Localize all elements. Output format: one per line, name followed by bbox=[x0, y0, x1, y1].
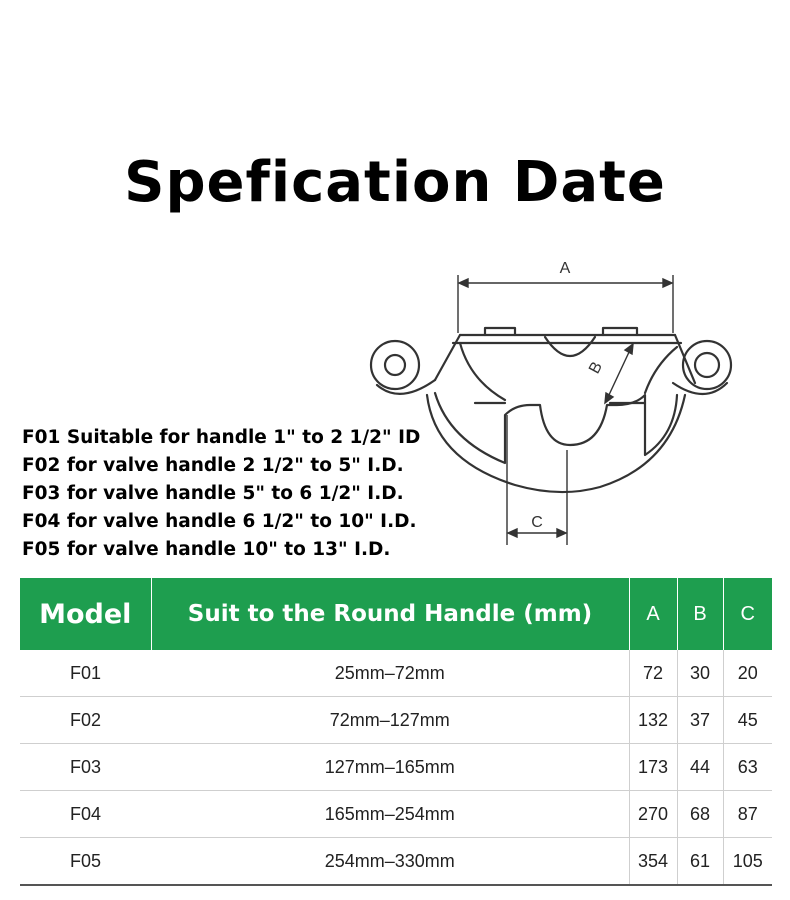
cell-range: 254mm–330mm bbox=[151, 838, 629, 886]
note-line: F04 for valve handle 6 1/2" to 10" I.D. bbox=[22, 511, 417, 532]
cell-model: F05 bbox=[20, 838, 151, 886]
cell-b: 44 bbox=[677, 744, 723, 791]
note-line: F03 for valve handle 5" to 6 1/2" I.D. bbox=[22, 483, 404, 504]
table-row bbox=[20, 838, 772, 886]
cell-a: 173 bbox=[629, 744, 677, 791]
page-title: Spefication Date bbox=[124, 150, 666, 215]
cell-a: 270 bbox=[629, 791, 677, 838]
header-c: C bbox=[723, 578, 772, 650]
table-row bbox=[20, 650, 772, 697]
cell-c: 63 bbox=[723, 744, 772, 791]
header-model: Model bbox=[20, 578, 151, 650]
cell-range: 127mm–165mm bbox=[151, 744, 629, 791]
dimension-a-label: A bbox=[559, 260, 571, 277]
table-row bbox=[20, 791, 772, 838]
cell-a: 72 bbox=[629, 650, 677, 697]
model-notes bbox=[22, 424, 492, 564]
cell-c: 20 bbox=[723, 650, 772, 697]
cell-b: 61 bbox=[677, 838, 723, 886]
note-line: F02 for valve handle 2 1/2" to 5" I.D. bbox=[22, 455, 404, 476]
cell-range: 165mm–254mm bbox=[151, 791, 629, 838]
table-row bbox=[20, 744, 772, 791]
cell-b: 30 bbox=[677, 650, 723, 697]
dimension-c-label: C bbox=[531, 514, 543, 531]
cell-model: F04 bbox=[20, 791, 151, 838]
spec-table bbox=[20, 578, 772, 886]
cell-model: F02 bbox=[20, 697, 151, 744]
table-row bbox=[20, 697, 772, 744]
note-line: F05 for valve handle 10" to 13" I.D. bbox=[22, 539, 391, 560]
cell-c: 105 bbox=[723, 838, 772, 886]
cell-c: 87 bbox=[723, 791, 772, 838]
header-suit: Suit to the Round Handle (mm) bbox=[151, 578, 629, 650]
cell-model: F01 bbox=[20, 650, 151, 697]
cell-a: 132 bbox=[629, 697, 677, 744]
cell-b: 37 bbox=[677, 697, 723, 744]
header-b: B bbox=[677, 578, 723, 650]
cell-c: 45 bbox=[723, 697, 772, 744]
cell-a: 354 bbox=[629, 838, 677, 886]
dimension-b-label: B bbox=[586, 359, 607, 377]
cell-b: 68 bbox=[677, 791, 723, 838]
note-line: F01 Suitable for handle 1" to 2 1/2" ID bbox=[22, 427, 421, 448]
header-a: A bbox=[629, 578, 677, 650]
cell-range: 25mm–72mm bbox=[151, 650, 629, 697]
cell-range: 72mm–127mm bbox=[151, 697, 629, 744]
cell-model: F03 bbox=[20, 744, 151, 791]
table-header-row bbox=[20, 578, 772, 650]
